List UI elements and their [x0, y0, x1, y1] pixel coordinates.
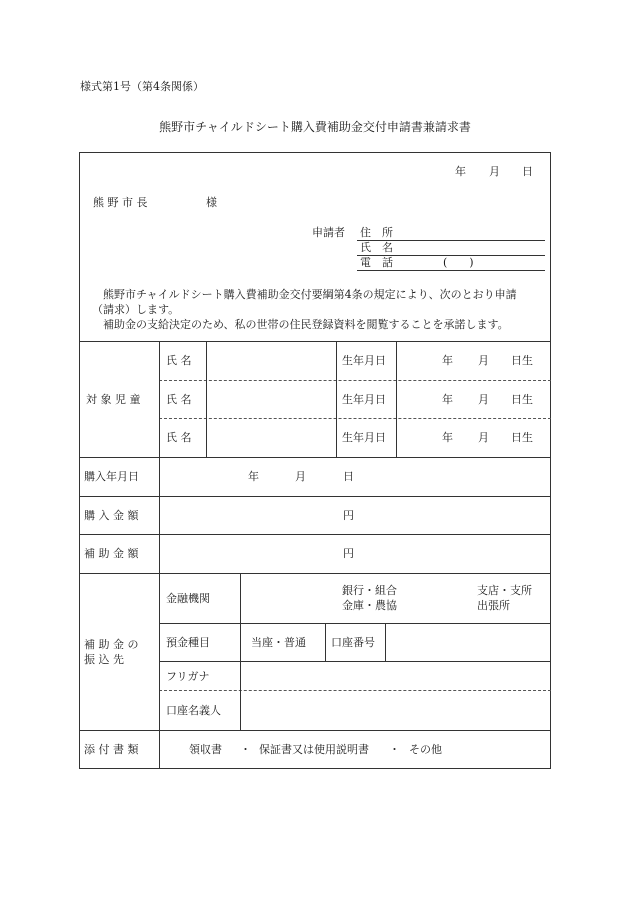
purchase-year: 年 — [248, 470, 259, 483]
child-1-day: 日生 — [511, 354, 533, 367]
col-left-label — [159, 341, 160, 769]
divider-child-2 — [159, 418, 551, 419]
applicant-address-label: 住 所 — [360, 226, 393, 239]
attachment-warranty: 保証書又は使用説明書 — [259, 743, 369, 756]
purchase-date-label: 購入年月日 — [84, 470, 139, 483]
child-1-dob-label: 生年月日 — [342, 354, 386, 367]
purchase-month: 月 — [295, 470, 306, 483]
child-2-name-label: 氏 名 — [166, 393, 192, 406]
attachment-receipt: 領収書 — [189, 743, 222, 756]
applicant-name-label: 氏 名 — [360, 241, 393, 254]
form-title: 熊野市チャイルドシート購入費補助金交付申請書兼請求書 — [159, 120, 471, 134]
col-child-name — [206, 341, 207, 457]
attachments-label: 添 付 書 類 — [84, 743, 139, 756]
applicant-phone-format: ( ) — [443, 256, 474, 269]
child-2-year: 年 — [442, 393, 453, 406]
date-year-label: 年 — [455, 165, 466, 178]
divider-child-1 — [159, 380, 551, 381]
child-3-day: 日生 — [511, 431, 533, 444]
child-3-month: 月 — [478, 431, 489, 444]
deposit-options: 当座・普通 — [251, 636, 306, 649]
transfer-section-label: 補 助 金 の 振 込 先 — [84, 638, 139, 666]
applicant-label: 申請者 — [312, 226, 345, 239]
child-3-dob-label: 生年月日 — [342, 431, 386, 444]
divider-subsidy-amount — [79, 573, 551, 574]
child-2-dob-label: 生年月日 — [342, 393, 386, 406]
purchase-amount-unit: 円 — [343, 509, 354, 522]
bank-type-1: 銀行・組合 — [342, 584, 397, 597]
subsidy-amount-label: 補 助 金 額 — [84, 547, 139, 560]
statement-line-2: 補助金の支給決定のため、私の世帯の住民登録資料を閲覧することを承諾します。 — [103, 318, 509, 331]
branch-type-1: 支店・支所 — [477, 584, 532, 597]
account-number-label: 口座番号 — [331, 636, 375, 649]
attachment-other: その他 — [409, 743, 442, 756]
divider-furigana — [159, 690, 551, 691]
child-1-year: 年 — [442, 354, 453, 367]
child-2-month: 月 — [478, 393, 489, 406]
children-section-label: 対 象 児 童 — [86, 393, 141, 406]
child-3-year: 年 — [442, 431, 453, 444]
attachment-separator-1: ・ — [240, 743, 251, 756]
child-1-name-label: 氏 名 — [166, 354, 192, 367]
purchase-day: 日 — [343, 470, 354, 483]
divider-institution — [159, 623, 551, 624]
col-child-dob-label — [336, 341, 337, 457]
divider-purchase-date — [79, 496, 551, 497]
deposit-type-label: 預金種目 — [166, 636, 210, 649]
col-account-label — [385, 623, 386, 661]
child-1-month: 月 — [478, 354, 489, 367]
form-code: 様式第1号（第4条関係） — [80, 80, 204, 93]
divider-transfer — [79, 730, 551, 731]
attachment-separator-2: ・ — [389, 743, 400, 756]
col-deposit-type — [325, 623, 326, 661]
divider-deposit — [159, 661, 551, 662]
addressee-honorific: 様 — [206, 196, 217, 209]
addressee: 熊 野 市 長 — [93, 196, 148, 209]
applicant-phone-label: 電 話 — [360, 256, 393, 269]
branch-type-2: 出張所 — [477, 599, 510, 612]
bank-type-2: 金庫・農協 — [342, 599, 397, 612]
account-holder-label: 口座名義人 — [166, 704, 221, 717]
date-day-label: 日 — [522, 165, 533, 178]
col-transfer-label — [240, 573, 241, 730]
child-3-name-label: 氏 名 — [166, 431, 192, 444]
divider-header — [79, 341, 551, 342]
purchase-amount-label: 購 入 金 額 — [84, 509, 139, 522]
date-month-label: 月 — [489, 165, 500, 178]
child-2-day: 日生 — [511, 393, 533, 406]
col-child-dob — [396, 341, 397, 457]
phone-underline — [357, 270, 545, 271]
divider-purchase-amount — [79, 534, 551, 535]
statement-line-1: 熊野市チャイルドシート購入費補助金交付要綱第4条の規定により、次のとおり申請（請求）します。 — [92, 288, 517, 316]
subsidy-amount-unit: 円 — [343, 547, 354, 560]
furigana-label: フリガナ — [166, 670, 210, 683]
divider-children — [79, 457, 551, 458]
institution-label: 金融機関 — [166, 592, 210, 605]
form-frame — [79, 152, 551, 769]
